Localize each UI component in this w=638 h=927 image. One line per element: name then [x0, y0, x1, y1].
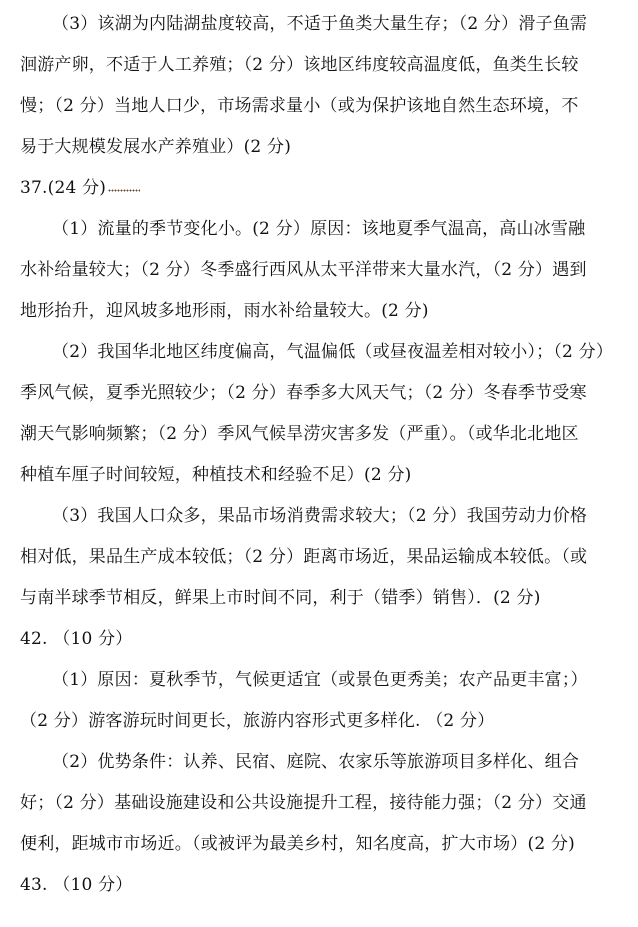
q42-heading: 42. （10 分） [20, 629, 133, 649]
q42-2-line-3: 便利，距城市市场近。（或被评为最美乡村，知名度高，扩大市场）(2 分) [20, 834, 575, 854]
q37-2-line-1: （2）我国华北地区纬度偏高，气温偏低（或昼夜温差相对较小）；（2 分） [52, 342, 614, 362]
q37-3-line-2: 相对低，果品生产成本较低；（2 分）距离市场近，果品运输成本较低。（或 [20, 547, 588, 567]
q36-3-line-1: （3）该湖为内陆湖盐度较高，不适于鱼类大量生存；（2 分）滑子鱼需 [52, 14, 588, 34]
q42-2-line-2: 好；（2 分）基础设施建设和公共设施提升工程，接待能力强；（2 分）交通 [20, 793, 587, 813]
q37-2-line-2: 季风气候，夏季光照较少；（2 分）春季多大风天气；（2 分）冬春季节受寒 [20, 383, 587, 403]
q37-1-line-3: 地形抬升，迎风坡多地形雨，雨水补给量较大。(2 分) [20, 301, 429, 321]
q42-2-line-1: （2）优势条件：认养、民宿、庭院、农家乐等旅游项目多样化、组合 [52, 752, 580, 772]
q37-2-line-4: 种植车厘子时间较短，种植技术和经验不足）(2 分) [20, 465, 412, 485]
q37-heading-text: 37.(24 分) [20, 178, 107, 198]
q37-3-line-1: （3）我国人口众多，果品市场消费需求较大；（2 分）我国劳动力价格 [52, 506, 588, 526]
q37-heading [20, 176, 626, 200]
q37-3-line-3: 与南半球季节相反，鲜果上市时间不同，利于（错季）销售）．(2 分) [20, 588, 541, 608]
q42-1-line-1: （1）原因：夏秋季节，气候更适宜（或景色更秀美；农产品更丰富；） [52, 670, 588, 690]
q36-3-line-2: 洄游产卵，不适于人工养殖；（2 分）该地区纬度较高温度低，鱼类生长较 [20, 55, 579, 75]
q42-1-line-2: （2 分）游客游玩时间更长，旅游内容形式更多样化. （2 分） [20, 711, 495, 731]
q37-2-line-3: 潮天气影响频繁；（2 分）季风气候旱涝灾害多发（严重）。（或华北北地区 [20, 424, 579, 444]
q37-1-line-2: 水补给量较大；（2 分）冬季盛行西风从太平洋带来大量水汽，（2 分）遇到 [20, 260, 587, 280]
q43-heading: 43. （10 分） [20, 875, 133, 895]
dotted-mark [108, 187, 140, 193]
q37-1-line-1: （1）流量的季节变化小。(2 分）原因：该地夏季气温高，高山冰雪融 [52, 219, 586, 239]
q36-3-line-3: 慢；（2 分）当地人口少，市场需求量小（或为保护该地自然生态环境，不 [20, 96, 579, 116]
q36-3-line-4: 易于大规模发展水产养殖业）(2 分) [20, 137, 292, 157]
